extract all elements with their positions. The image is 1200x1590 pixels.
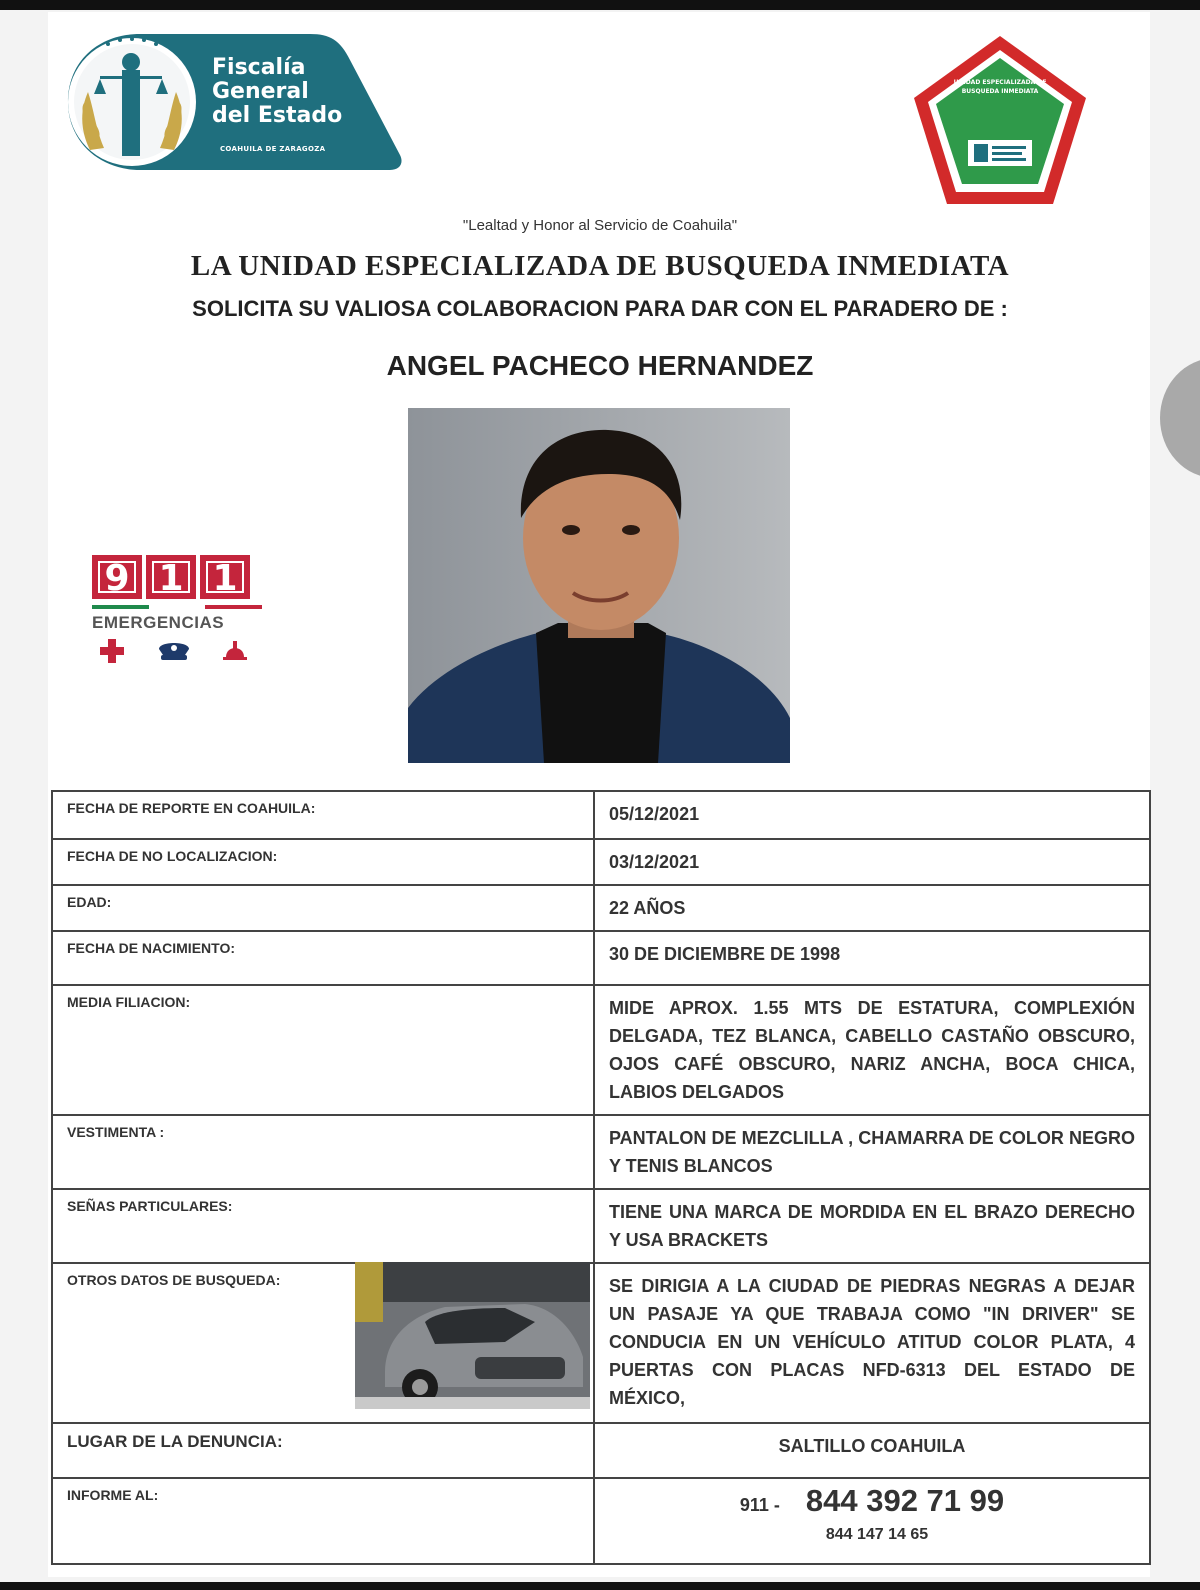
row-label: SEÑAS PARTICULARES: <box>52 1189 594 1263</box>
row-label: VESTIMENTA : <box>52 1115 594 1189</box>
table-row <box>52 885 1150 931</box>
person-photo <box>408 408 790 763</box>
missing-person-details-table <box>51 790 1151 1565</box>
table-row <box>52 1478 1150 1564</box>
row-value: 22 AÑOS <box>594 885 1150 931</box>
911-digits <box>92 555 262 599</box>
fiscalia-line-1: Fiscalía <box>212 55 306 80</box>
row-label: EDAD: <box>52 885 594 931</box>
page-title: LA UNIDAD ESPECIALIZADA DE BUSQUEDA INMEDIATA <box>190 250 1010 282</box>
red-cross-icon <box>98 637 126 665</box>
row-value: PANTALON DE MEZCLILLA , CHAMARRA DE COLOR NEGRO Y TENIS BLANCOS <box>594 1115 1150 1189</box>
motto: "Lealtad y Honor al Servicio de Coahuila" <box>462 217 738 234</box>
fiscalia-line-3: del Estado <box>212 103 343 128</box>
row-label: FECHA DE NO LOCALIZACION: <box>52 839 594 885</box>
table-row <box>52 1263 1150 1423</box>
fiscalia-wordmark <box>212 56 342 128</box>
911-digit: 9 <box>92 555 142 599</box>
bottom-edge-bar <box>0 1582 1200 1590</box>
table-row <box>52 1115 1150 1189</box>
phone-alt: 844 147 14 65 <box>825 1526 929 1543</box>
table-row <box>52 985 1150 1115</box>
table-row <box>52 839 1150 885</box>
fiscalia-subtitle: COAHUILA DE ZARAGOZA <box>220 145 326 153</box>
row-label: INFORME AL: <box>52 1478 594 1564</box>
contact-phones <box>594 1478 1150 1564</box>
911-digit: 1 <box>200 555 250 599</box>
police-cap-icon <box>157 637 191 663</box>
page-subtitle: SOLICITA SU VALIOSA COLABORACION PARA DAR CON EL PARADERO DE : <box>192 296 1008 321</box>
unidad-busqueda-badge <box>910 32 1090 212</box>
flag-stripe <box>92 605 262 609</box>
row-value: 30 DE DICIEMBRE DE 1998 <box>594 931 1150 985</box>
phone-main: 844 392 71 99 <box>805 1483 1005 1518</box>
table-row <box>52 931 1150 985</box>
row-label: FECHA DE REPORTE EN COAHUILA: <box>52 791 594 839</box>
row-label: FECHA DE NACIMIENTO: <box>52 931 594 985</box>
emergencias-label: EMERGENCIAS <box>92 613 225 632</box>
emergencias-911-logo <box>92 555 262 675</box>
row-value: 03/12/2021 <box>594 839 1150 885</box>
row-value: TIENE UNA MARCA DE MORDIDA EN EL BRAZO DERECHO Y USA BRACKETS <box>594 1189 1150 1263</box>
person-name: ANGEL PACHECO HERNANDEZ <box>386 350 814 381</box>
phone-prefix: 911 - <box>739 1495 780 1515</box>
table-row <box>52 791 1150 839</box>
row-value: SALTILLO COAHUILA <box>594 1423 1150 1478</box>
row-value: 05/12/2021 <box>594 791 1150 839</box>
top-edge-bar <box>0 0 1200 10</box>
911-digit: 1 <box>146 555 196 599</box>
unidad-badge-text: UNIDAD ESPECIALIZADA DE BUSQUEDA INMEDIATA <box>953 79 1047 95</box>
vehicle-photo <box>355 1262 590 1409</box>
fiscalia-line-2: General <box>212 79 309 104</box>
row-value: MIDE APROX. 1.55 MTS DE ESTATURA, COMPLEXIÓN DELGADA, TEZ BLANCA, CABELLO CASTAÑO OBSCURO, OJOS CAFÉ OBSCURO, NARIZ ANCHA, BOCA CHICA, LABIOS DELGADOS <box>594 985 1150 1115</box>
firefighter-helmet-icon <box>222 637 248 663</box>
row-label: LUGAR DE LA DENUNCIA: <box>52 1423 594 1478</box>
table-row <box>52 1189 1150 1263</box>
row-value: SE DIRIGIA A LA CIUDAD DE PIEDRAS NEGRAS A DEJAR UN PASAJE YA QUE TRABAJA COMO "IN DRIVER" SE CONDUCIA EN UN VEHÍCULO ATITUD COLOR PLATA, 4 PUERTAS CON PLACAS NFD-6313 DEL ESTADO DE MÉXICO, <box>594 1263 1150 1423</box>
row-label: OTROS DATOS DE BUSQUEDA: <box>52 1263 594 1423</box>
table-row <box>52 1423 1150 1478</box>
row-label: MEDIA FILIACION: <box>52 985 594 1115</box>
